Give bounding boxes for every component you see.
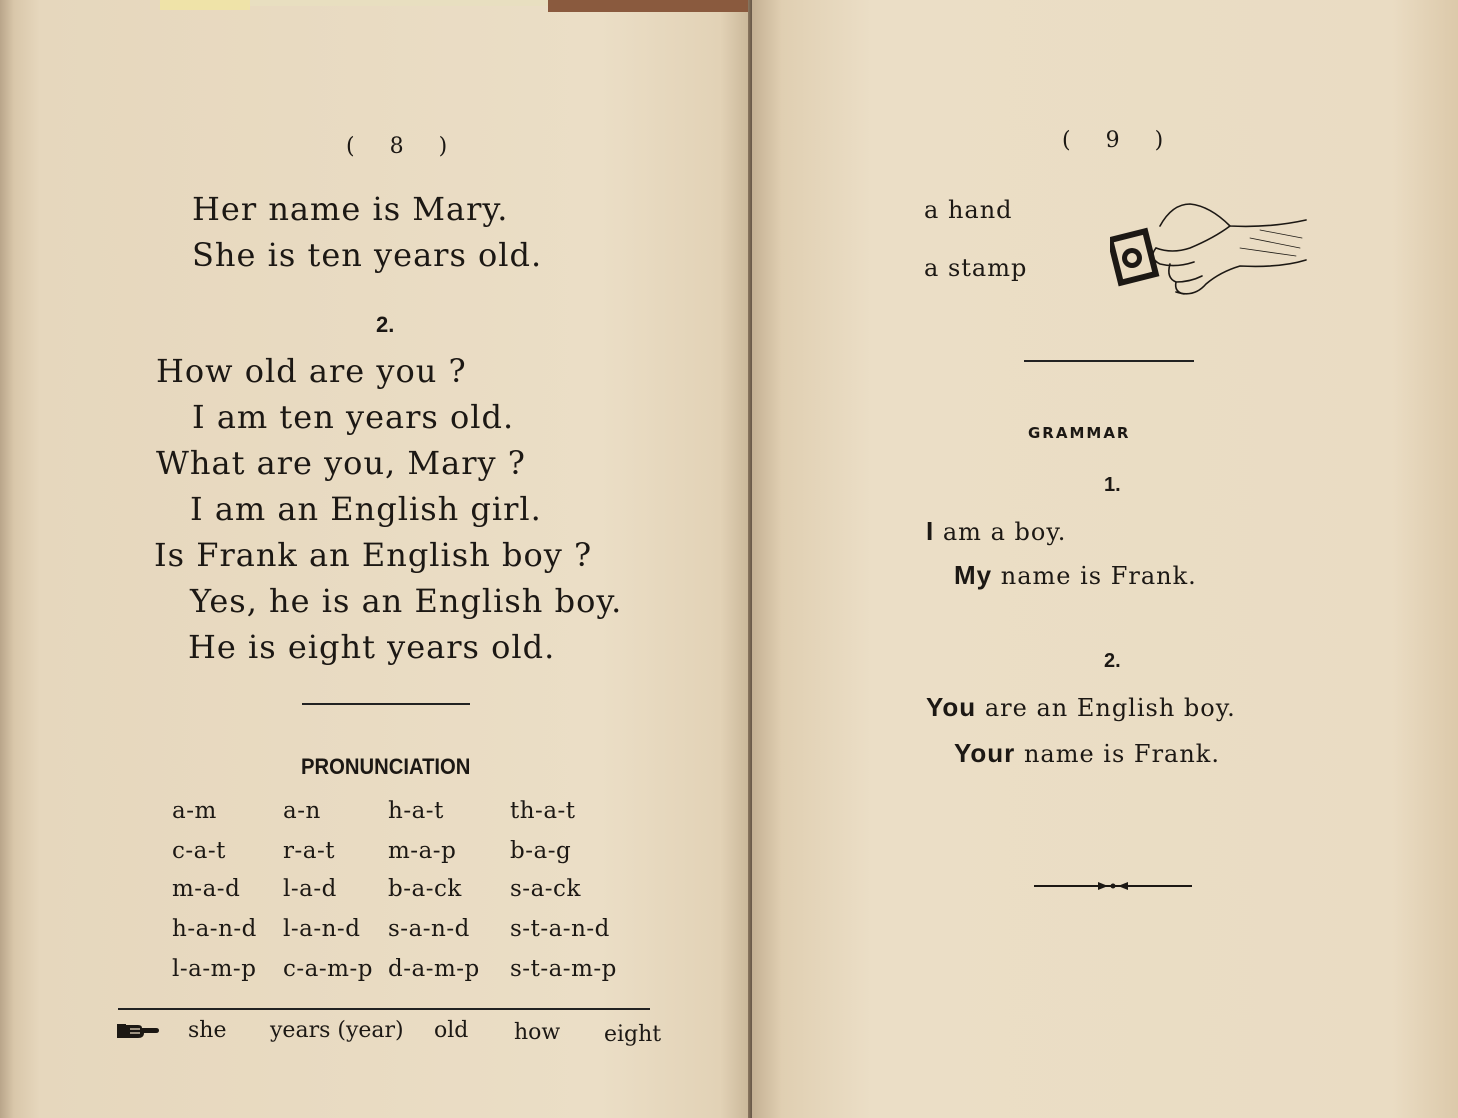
grammar-keyword: My: [954, 560, 993, 590]
pronunciation-cell: h-a-t: [388, 798, 444, 824]
footnote-word: old: [434, 1018, 469, 1043]
grammar-keyword: Your: [954, 738, 1016, 768]
pronunciation-cell: c-a-t: [172, 838, 226, 864]
grammar-text: name is Frank.: [1000, 562, 1197, 590]
page-tab: [548, 0, 748, 12]
dialogue-line: He is eight years old.: [188, 628, 556, 666]
dialogue-line: What are you, Mary ?: [156, 444, 526, 482]
pointing-hand-icon: [116, 1021, 160, 1041]
pronunciation-cell: m-a-p: [388, 838, 457, 864]
grammar-text: are an English boy.: [984, 694, 1236, 722]
dialogue-line: I am ten years old.: [192, 398, 515, 436]
pronunciation-cell: s-t-a-m-p: [510, 956, 617, 982]
pronunciation-cell: l-a-n-d: [283, 916, 361, 942]
footnote-rule: [118, 1008, 650, 1010]
pronunciation-cell: c-a-m-p: [283, 956, 373, 982]
footnote-word: how: [514, 1020, 561, 1045]
pronunciation-cell: s-a-ck: [510, 876, 581, 902]
footnote-word: years (year): [270, 1018, 404, 1043]
pronunciation-cell: th-a-t: [510, 798, 576, 824]
pronunciation-cell: h-a-n-d: [172, 916, 257, 942]
pronunciation-cell: l-a-d: [283, 876, 337, 902]
grammar-keyword: I: [926, 516, 935, 546]
pronunciation-cell: a-m: [172, 798, 217, 824]
page-number: ( 9 ): [1062, 128, 1178, 153]
pronunciation-cell: s-t-a-n-d: [510, 916, 610, 942]
pronunciation-cell: b-a-ck: [388, 876, 462, 902]
pronunciation-cell: b-a-g: [510, 838, 572, 864]
hand-holding-stamp-illustration: [1110, 198, 1310, 302]
page-tab: [160, 0, 250, 10]
vocab-item: a stamp: [924, 254, 1028, 282]
pronunciation-cell: r-a-t: [283, 838, 335, 864]
footnote-word: eight: [604, 1022, 662, 1047]
grammar-number: 2.: [1104, 650, 1121, 672]
page-number: ( 8 ): [346, 134, 462, 159]
page-tab: [250, 0, 550, 6]
grammar-line: [926, 692, 1236, 723]
grammar-line: [954, 560, 1197, 591]
pronunciation-heading: PRONUNCIATION: [301, 754, 471, 779]
dialogue-line: Yes, he is an English boy.: [190, 582, 623, 620]
grammar-text: am a boy.: [942, 518, 1067, 546]
grammar-line: [954, 738, 1220, 769]
text-line: She is ten years old.: [192, 236, 543, 274]
section-number: 2.: [376, 312, 395, 337]
text-line: Her name is Mary.: [192, 190, 509, 228]
grammar-text: name is Frank.: [1023, 740, 1220, 768]
dialogue-line: Is Frank an English boy ?: [154, 536, 593, 574]
dialogue-line: How old are you ?: [156, 352, 467, 390]
ornament-divider-icon: [1034, 878, 1192, 894]
dialogue-line: I am an English girl.: [190, 490, 542, 528]
pronunciation-cell: a-n: [283, 798, 321, 824]
divider: [302, 703, 470, 705]
grammar-keyword: You: [926, 692, 977, 722]
pronunciation-cell: m-a-d: [172, 876, 241, 902]
footnote-word: she: [188, 1018, 227, 1043]
pronunciation-cell: l-a-m-p: [172, 956, 257, 982]
pronunciation-cell: s-a-n-d: [388, 916, 470, 942]
pronunciation-cell: d-a-m-p: [388, 956, 480, 982]
grammar-heading: GRAMMAR: [1028, 424, 1131, 442]
right-page: [752, 0, 1458, 1118]
divider: [1024, 360, 1194, 362]
grammar-line: [926, 516, 1066, 547]
grammar-number: 1.: [1104, 474, 1121, 496]
vocab-item: a hand: [924, 196, 1013, 224]
